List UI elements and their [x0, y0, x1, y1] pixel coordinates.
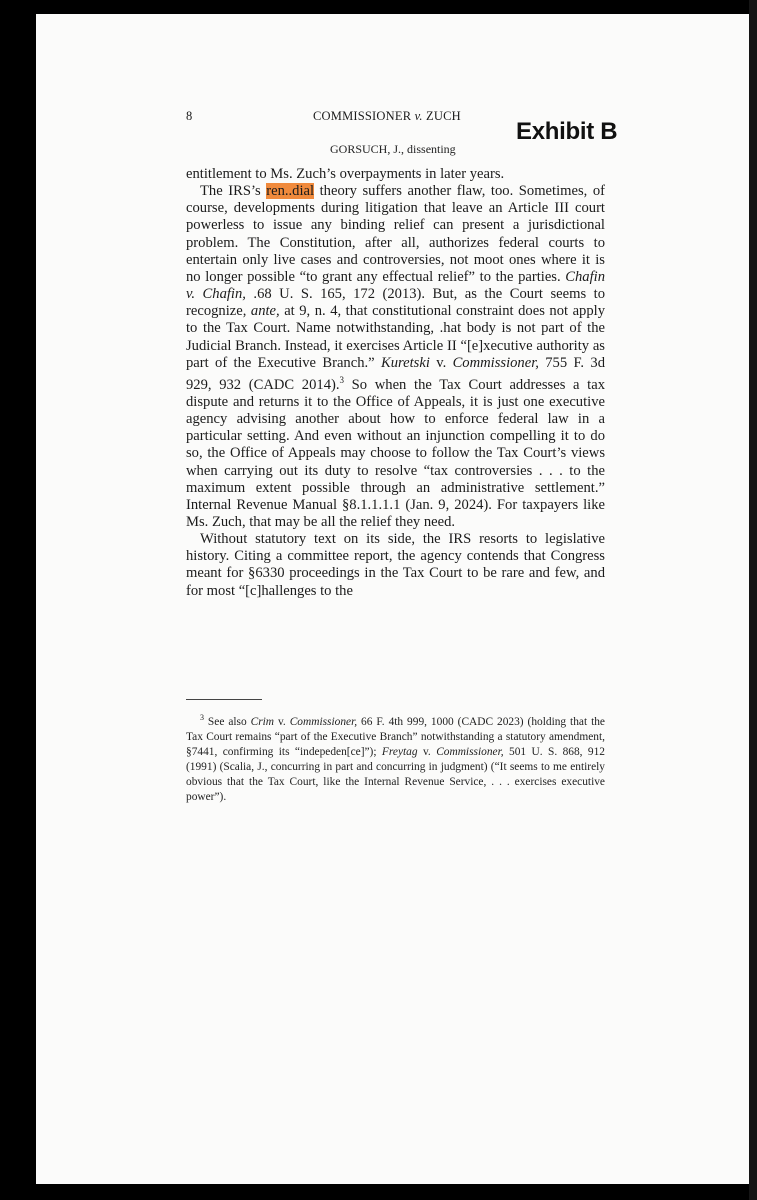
paragraph-3: Without statutory text on its side, the IRS resorts to legislative history. Citing a committee report, the agency contends that Congress meant for §6330 proceedings in the Tax Court to be rare and few, and for most “[c]hallenges to the [186, 531, 605, 599]
paragraph-1: entitlement to Ms. Zuch’s overpayments in later years. [186, 166, 505, 182]
footnote-divider [186, 699, 262, 700]
exhibit-label: Exhibit B [516, 118, 618, 145]
highlighted-word: ren..dial [266, 183, 315, 200]
footnote-3: $^3$ See also Crim v. Commissioner, 66 F. 4th 999, 1000 (CADC 2023) (holding that the Tax Court remains “part of the Executive Branch” notwithstanding a statutory amendment, §7441, confirming its “indepeden[ce]”); Freytag v. Commissioner, 501 U. S. 868, 912 (1991) (Scalia, J., concurring in part and concurring in judgment) (“It seems to me entirely obvious that the Tax Court, like the Internal Revenue Service, . . . exercises executive power”). [186, 713, 605, 804]
document-page [36, 14, 749, 1184]
case-citation: Kuretski [380, 354, 430, 371]
edge-strip [749, 0, 757, 1200]
paragraph-2: The IRS’s ren..dial theory suffers another flaw, too. Sometimes, of course, developments during litigation that leave an Article III court powerless to issue any binding relief can present a jurisdictional problem. The Constitution, after all, authorizes federal courts to entertain only live cases and controversies, not moot ones where it is no longer possible “to grant any effectual relief” to the parties. Chafin v. Chafin, .68 U. S. 165, 172 (2013). But, as the Court seems to recognize, ante, at 9, n. 4, that constitutional constraint does not apply to the Tax Court. Name notwithstanding, .hat body is not part of the Judicial Branch. Instead, it exercises Article II “[e]xecutive authority as part of the Executive Branch.” Kuretski v. Commissioner, 755 F. 3d 929, 932 (CADC 2014).$^3$ So when the Tax Court addresses a tax dispute and returns it to the Office of Appeals, it is just one executive agency advising another about how to enforce federal law in a particular setting. And even without an injunction compelling it to do so, the Office of Appeals may choose to follow the Tax Court’s views when carrying out its duty to resolve “tax controversies . . . to the maximum extent possible through an administrative settlement.” Internal Revenue Manual §8.1.1.1.1 (Jan. 9, 2024). For taxpayers like Ms. Zuch, that may be all the relief they need. [186, 183, 606, 530]
case-citation: Chafin v. Chafin, [186, 268, 605, 303]
opinion-subheading: GORSUCH, J., dissenting [330, 142, 456, 156]
running-title: COMMISSIONER v. ZUCH [313, 109, 461, 123]
opinion-body [186, 166, 605, 600]
footnote-marker: 3 [339, 374, 345, 385]
page-number: 8 [186, 109, 193, 123]
